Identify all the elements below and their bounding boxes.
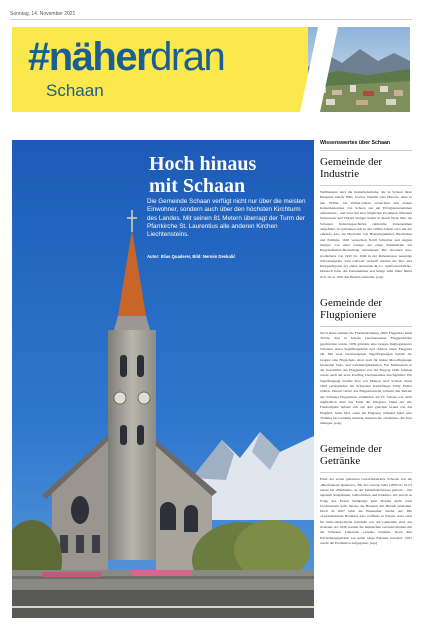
section-title: Gemeinde der Industrie bbox=[320, 156, 382, 180]
section-divider bbox=[320, 185, 412, 186]
masthead-banner bbox=[12, 27, 312, 112]
section-spacer bbox=[320, 426, 412, 438]
header-divider bbox=[10, 19, 412, 20]
section-body: Einer der ersten gelisteten Gewerbebetriebe Schaans war die «Bierbrauerei Quaderer». Für fast vierzig Jahre (1879 bis 1917) wurde im «Bierhüsle» an der Feldkircherstrasse gebraut – mit eigenem Sudpfannen, Gärbottichen und Eiskeller. Als jedoch in Folge des Ersten Weltkriegs kein Hopfen mehr nach Liechtenstein kam, musste die Brauerei den Betrieb einstellen. Doch ab 2007 lebte die Braukultur wieder auf: Die «Liechtensteiner Brauhaus AG» eröffnete in Schaan. Aber auch für nicht-alkoholische Getränke war die Gemeinde einst das Zentrum. Ab 1938 wurden die heimischen Gastwirtschaften mit der Schaaner Limonade «Alpila» beliefert. Doch dem Erfrischungsgetränk war keine lange Existenz beschert: 1961 wurde die Produktion aufgegeben. (eqa) bbox=[320, 477, 412, 545]
article-author: Autor: Elias Quaderer, Bild: Nermin Deskalić bbox=[147, 254, 236, 259]
article-title-line-1: Hoch hinaus bbox=[149, 153, 257, 175]
section-divider bbox=[320, 326, 412, 327]
section-body: Noch heute erinnert die Flurbezeichnung «Bim Flugplatz» beim Tröxle, dass in Schaan Liechtensteiner Fluggeschichte geschrieben wurde. 1939 gründete eine Gruppe flugbegeisterter Schaaner einen Segelfliegerklub und richtete einen Flugplatz ein. Mit zwei vereinseigenen Segelflugzeugen betrieb die Gruppe eine Flugschule. Aber auch für kleine Motorflugzeuge bestanden Start- und Landemöglichkeiten. Ein Meilenstein in der Geschichte des Flugplatzes war der Flugtag 1946. Damals wurde auch der erste Postflug Liechtensteins durchgeführt: Ein Segelflugzeug brachte Post von Mauren nach Schaan. Doch 1950 verunglückte der Schweizer Kunstflieger Willy Eicher tödlich. Darauf verbot das Eidgenössische Luftamt den Betrieb des Schaaner Flugplatzes. Zumindest der FC Schaan war nicht unglücklich über das Ende der Fliegerei. Denn der alte Fussballplatz befand sich auf dem gleichen Grund wie das Flugfeld. Jedes Mal, wenn ein Flugzeug während Spiel oder Training zur Landung ansetzte, mussten die «Tschutter» die Tore umlegen. (eqa) bbox=[320, 331, 412, 426]
issue-date: Sonntag, 14. November 2021 bbox=[10, 11, 76, 17]
section-divider bbox=[320, 472, 412, 473]
masthead-subtitle: Schaan bbox=[46, 81, 104, 100]
section-body: Weltbekannt sind die Industriebetriebe, die in Schaan ihren Hauptsitz haben: Hilti, Ivoclar, Neutrik oder Hilcona. Aber in den 1930er- bis 1950er-Jahren versuchten sich andere Industriepioniere von Schaan aus ein Erfolgsunternehmen aufzubauen – und zwar mit aller möglichen Produkten. Emanuel Wenaweser und Harald Wanger haben in ihrem Werk über die Schaaner Industriegeschichte zahlreiche Unternehmen aufgeführt. So gründeten sich in den 1930er-Jahren etwa mit der «Rebofa AG» ein Hersteller von Haarpflegemittel, Haarfarben und Parfüms. 1945 versuchten Noldi Schreiber und August Alpiger von einer Garage aus einen Kleinbetrieb zur Kugelschreiber-Herstellung aufzubauen. Die «Kosmos AG» produzierte von 1945 bis 1949 in der Rebenstrasse neuartige Schweissgeräte. Und weltweit verkauft wurden die Tier- und Kleppenfiguren der «Max Alexander & Co. Spielwarenfabrik». Dennoch hatte das Unternehmen erst knapp zehn Jahre hinter sich, als es 1952 den Betrieb einstellte. (eqa) bbox=[320, 190, 412, 279]
article-lead: Die Gemeinde Schaan verfügt nicht nur über die meisten Einwohner, sondern auch über den höchsten Kirchturm des Landes. Mit seinen 81 Metern überragt der Turm der Pfarrkirche St. Laurentius alle anderen Kirchen Liechtensteins. bbox=[147, 198, 306, 239]
sidebar-section-flugpioniere bbox=[320, 297, 412, 426]
article-title-line-2: mit Schaan bbox=[149, 175, 246, 197]
logo-part-light: dran bbox=[150, 35, 225, 79]
section-spacer bbox=[320, 280, 412, 292]
article-title bbox=[149, 153, 309, 197]
section-title: Gemeinde der Flugpioniere bbox=[320, 297, 382, 322]
sidebar-section-getraenke bbox=[320, 443, 412, 546]
sidebar-kicker: Wissenswertes über Schaan bbox=[320, 140, 412, 151]
section-title: Gemeinde der Getränke bbox=[320, 443, 382, 468]
masthead-logo bbox=[28, 33, 224, 81]
facts-sidebar bbox=[320, 140, 412, 546]
sidebar-section-industrie bbox=[320, 156, 412, 280]
logo-part-bold: #näher bbox=[28, 35, 151, 79]
